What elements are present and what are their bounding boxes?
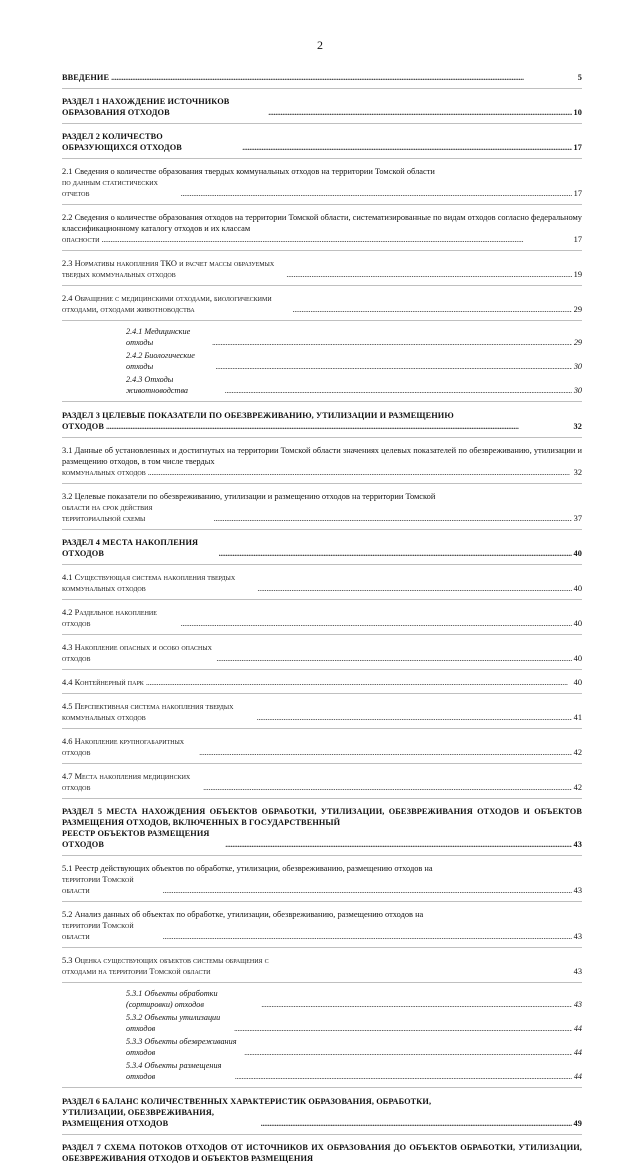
toc-subsection xyxy=(62,605,582,635)
toc-entry-15-dots xyxy=(146,677,572,688)
toc-subsection xyxy=(62,489,582,530)
toc-entry-18-page: 42 xyxy=(573,783,582,792)
toc-entry-15-line xyxy=(62,677,582,688)
toc-subsubsection-0-dots xyxy=(212,337,572,348)
toc-entry-10-title: области на срок действия территориальной схемы xyxy=(62,503,153,523)
toc-section xyxy=(62,535,582,565)
toc-entry-21-page: 43 xyxy=(573,932,582,941)
toc-entry-24-lead: РАЗДЕЛ 6 БАЛАНС КОЛИЧЕСТВЕННЫХ ХАРАКТЕРИСТИК ОБРАЗОВАНИЯ, ОБРАБОТКИ, xyxy=(62,1097,432,1106)
toc-subsubsection-1-page: 30 xyxy=(573,362,582,371)
toc-subsubsection-2-page: 30 xyxy=(573,386,582,395)
toc-entry-1-page: 10 xyxy=(573,108,582,117)
toc-subsubsection-2-title: 5.3.3 Объекты обезвреживания отходов xyxy=(126,1037,237,1057)
toc-entry-1-line xyxy=(62,96,582,118)
toc-entry-13-line xyxy=(62,607,582,629)
toc-entry-6-line xyxy=(62,293,582,315)
toc-entry-9-dots xyxy=(148,467,572,478)
toc-entry-14-dots xyxy=(216,653,571,664)
toc-entry-3-lead: 2.1 Сведения о количестве образования твердых коммунальных отходов на территории Томской области xyxy=(62,167,435,176)
toc-subsubsection-2-line xyxy=(126,374,582,396)
toc-entry-24-title: УТИЛИЗАЦИИ, ОБЕЗВРЕЖИВАНИЯ, РАЗМЕЩЕНИЯ ОТХОДОВ xyxy=(62,1108,215,1128)
toc-entry-16-line xyxy=(62,701,582,723)
toc-entry-16-dots xyxy=(257,712,572,723)
toc-entry-4-page: 17 xyxy=(573,235,582,244)
toc-entry-19-line xyxy=(62,828,582,850)
toc-subsubsection-2-dots xyxy=(244,1047,571,1058)
toc-entry-13-page: 40 xyxy=(573,619,582,628)
toc-subsubsection xyxy=(62,326,582,348)
toc-subsection-group xyxy=(62,988,582,1088)
toc-entry-13-title: 4.2 Раздельное накопление отходов xyxy=(62,608,157,628)
toc-entry-15-page: 40 xyxy=(573,678,582,687)
toc-entry-14-line xyxy=(62,642,582,664)
toc-section xyxy=(62,129,582,159)
toc-entry-22-line xyxy=(62,955,582,977)
toc-entry-8-title: ОТХОДОВ xyxy=(62,422,104,431)
toc-entry-21-dots xyxy=(163,931,572,942)
toc-entry-9-line xyxy=(62,467,582,478)
toc-subsection xyxy=(62,291,582,321)
toc-subsubsection-0-title: 5.3.1 Объекты обработки (сортировки) отходов xyxy=(126,989,218,1009)
toc-subsubsection-2-title: 2.4.3 Отходы животноводства xyxy=(126,375,189,395)
toc-section xyxy=(62,804,582,856)
toc-entry-24-page: 49 xyxy=(573,1119,582,1128)
toc-entry-24-line xyxy=(62,1107,582,1129)
toc-entry-4-lead: 2.2 Сведения о количестве образования отходов на территории Томской области, систематизированные по видам отходов согласно федеральному классификационному каталогу отходов и их классам xyxy=(62,213,582,233)
toc-entry-0-title: ВВЕДЕНИЕ xyxy=(62,73,110,82)
toc-entry-20-line xyxy=(62,874,582,896)
toc-entry-5-line xyxy=(62,258,582,280)
toc-entry-2-title: РАЗДЕЛ 2 КОЛИЧЕСТВО ОБРАЗУЮЩИХСЯ ОТХОДОВ xyxy=(62,132,182,152)
toc-entry-0-line xyxy=(62,72,582,83)
toc-entry-8-dots xyxy=(106,421,572,432)
toc-entry-3-line xyxy=(62,177,582,199)
toc-section xyxy=(62,94,582,124)
toc-entry-12-page: 40 xyxy=(573,584,582,593)
toc-section xyxy=(62,1094,582,1135)
toc-entry-11-line xyxy=(62,537,582,559)
toc-subsubsection xyxy=(62,1036,582,1058)
toc-entry-18-dots xyxy=(203,782,572,793)
toc-subsection xyxy=(62,570,582,600)
toc-subsection xyxy=(62,164,582,205)
toc-entry-20-page: 43 xyxy=(573,886,582,895)
toc-entry-14-page: 40 xyxy=(573,654,582,663)
toc-subsubsection-1-title: 2.4.2 Биологические отходы xyxy=(126,351,195,371)
toc-subsubsection-3-title: 5.3.4 Объекты размещения отходов xyxy=(126,1061,222,1081)
toc-entry-10-line xyxy=(62,502,582,524)
toc-entry-3-title: по данным статистических отчетов xyxy=(62,178,158,198)
toc-entry-3-page: 17 xyxy=(573,189,582,198)
toc-entry-12-line xyxy=(62,572,582,594)
toc-subsubsection-2-page: 44 xyxy=(573,1048,582,1057)
toc-subsection xyxy=(62,675,582,694)
toc-subsubsection-1-line xyxy=(126,350,582,372)
toc-subsection xyxy=(62,640,582,670)
toc-entry-10-page: 37 xyxy=(573,514,582,523)
toc-entry-19-lead: РАЗДЕЛ 5 МЕСТА НАХОЖДЕНИЯ ОБЪЕКТОВ ОБРАБОТКИ, УТИЛИЗАЦИИ, ОБЕЗВРЕЖИВАНИЯ ОТХОДОВ И ОБЪЕКТОВ РАЗМЕЩЕНИЯ ОТХОДОВ, ВКЛЮЧЕННЫХ В ГОСУДАРСТВЕННЫЙ xyxy=(62,807,582,827)
page-number: 2 xyxy=(317,38,323,52)
toc-entry-3-dots xyxy=(181,188,572,199)
toc-entry-19-dots xyxy=(225,839,571,850)
toc-entry-6-page: 29 xyxy=(573,305,582,314)
toc-entry-2-page: 17 xyxy=(573,143,582,152)
toc-entry-17-dots xyxy=(199,747,571,758)
toc-subsubsection-0-line xyxy=(126,988,582,1010)
toc-entry-15-title: 4.4 Контейнерный парк xyxy=(62,678,144,687)
toc-entry-19-page: 43 xyxy=(573,840,582,849)
toc-subsection-group xyxy=(62,326,582,402)
toc-subsubsection xyxy=(62,350,582,372)
toc-subsubsection-3-dots xyxy=(235,1071,572,1082)
toc-subsubsection-1-title: 5.3.2 Объекты утилизации отходов xyxy=(126,1013,221,1033)
toc-entry-8-line xyxy=(62,421,582,432)
toc-subsubsection-2-dots xyxy=(225,385,572,396)
toc-entry-12-title: 4.1 Существующая система накопления твердых коммунальных отходов xyxy=(62,573,236,593)
toc-entry-0-page: 5 xyxy=(577,73,582,82)
toc-entry-5-title: 2.3 Нормативы накопления ТКО и расчет массы образуемых твердых коммунальных отходов xyxy=(62,259,275,279)
toc-entry-11-dots xyxy=(219,548,572,559)
toc-subsection xyxy=(62,734,582,764)
toc-entry-25-title: РАЗДЕЛ 7 СХЕМА ПОТОКОВ ОТХОДОВ ОТ ИСТОЧНИКОВ ИХ ОБРАЗОВАНИЯ ДО ОБЪЕКТОВ ОБРАБОТКИ, УТИЛИЗАЦИИ, ОБЕЗВРЕЖИВАНИЯ ОТХОДОВ И ОБЪЕКТОВ РАЗМЕЩЕНИЯ xyxy=(62,1143,582,1163)
toc-entry-11-title: РАЗДЕЛ 4 МЕСТА НАКОПЛЕНИЯ ОТХОДОВ xyxy=(62,538,199,558)
toc-section xyxy=(62,1140,582,1169)
toc-entry-18-title: 4.7 Места накопления медицинских отходов xyxy=(62,772,191,792)
toc-entry-10-lead: 3.2 Целевые показатели по обезвреживанию, утилизации и размещению отходов на территории Томской xyxy=(62,492,436,501)
toc-subsubsection-3-line xyxy=(126,1060,582,1082)
toc-entry-20-lead: 5.1 Реестр действующих объектов по обработке, утилизации, обезвреживанию, размещению отходов на xyxy=(62,864,433,873)
toc-entry-21-title: территории Томской области xyxy=(62,921,134,941)
toc-entry-16-title: 4.5 Перспективная система накопления твердых коммунальных отходов xyxy=(62,702,234,722)
toc-entry-13-dots xyxy=(181,618,572,629)
toc-entry-17-line xyxy=(62,736,582,758)
toc-entry-10-dots xyxy=(214,513,572,524)
toc-subsubsection-0-page: 29 xyxy=(573,338,582,347)
toc-entry-4-line xyxy=(62,234,582,245)
toc-entry-21-line xyxy=(62,920,582,942)
toc-entry-4-dots xyxy=(101,234,571,245)
toc-entry-2-line xyxy=(62,131,582,153)
toc-entry-14-title: 4.3 Накопление опасных и особо опасных отходов xyxy=(62,643,212,663)
toc-subsection xyxy=(62,210,582,251)
toc-entry-12-dots xyxy=(257,583,571,594)
toc-subsection xyxy=(62,256,582,286)
toc-entry-18-line xyxy=(62,771,582,793)
toc-subsection xyxy=(62,861,582,902)
toc-entry-5-dots xyxy=(286,269,571,280)
toc-entry-22-page: 43 xyxy=(573,967,582,976)
toc-subsubsection-0-page: 43 xyxy=(573,1000,582,1009)
toc-subsection xyxy=(62,699,582,729)
toc-entry-24-dots xyxy=(261,1118,572,1129)
toc-entry-2-dots xyxy=(242,142,571,153)
toc-entry-17-title: 4.6 Накопление крупногабаритных отходов xyxy=(62,737,185,757)
toc-entry-9-lead: 3.1 Данные об установленных и достигнутых на территории Томской области значениях целевых показателей по обезвреживанию, утилизации и размещению отходов, в том числе твердых xyxy=(62,446,582,466)
toc-entry-9-page: 32 xyxy=(573,468,582,477)
toc-entry-4-title: опасности xyxy=(62,235,100,244)
toc-entry-20-dots xyxy=(163,885,572,896)
toc-section xyxy=(62,70,582,89)
toc-subsubsection xyxy=(62,374,582,396)
toc-subsubsection-0-dots xyxy=(261,999,571,1010)
toc-subsubsection xyxy=(62,1012,582,1034)
toc-entry-21-lead: 5.2 Анализ данных об объектах по обработке, утилизации, обезвреживанию, размещению отходов на xyxy=(62,910,424,919)
toc-entry-22-title: 5.3 Оценка существующих объектов системы обращения с отходами на территории Томской области xyxy=(62,956,269,976)
toc-entry-1-dots xyxy=(268,107,571,118)
toc-subsubsection-1-page: 44 xyxy=(573,1024,582,1033)
toc-entry-19-title: РЕЕСТР ОБЪЕКТОВ РАЗМЕЩЕНИЯ ОТХОДОВ xyxy=(62,829,210,849)
toc-entry-16-page: 41 xyxy=(573,713,582,722)
toc-entry-11-page: 40 xyxy=(573,549,582,558)
toc-subsection xyxy=(62,953,582,983)
toc-entry-1-title: РАЗДЕЛ 1 НАХОЖДЕНИЕ ИСТОЧНИКОВ ОБРАЗОВАНИЯ ОТХОДОВ xyxy=(62,97,230,117)
toc-subsubsection-1-line xyxy=(126,1012,582,1034)
toc-entry-6-dots xyxy=(292,304,571,315)
toc-section xyxy=(62,408,582,438)
toc-subsubsection-0-line xyxy=(126,326,582,348)
toc-subsection xyxy=(62,443,582,484)
toc-entry-8-page: 32 xyxy=(573,422,582,431)
toc-subsubsection-1-dots xyxy=(234,1023,572,1034)
toc-entry-20-title: территории Томской области xyxy=(62,875,134,895)
toc-subsubsection-3-page: 44 xyxy=(573,1072,582,1081)
toc-entry-9-title: коммунальных отходов xyxy=(62,468,146,477)
toc-subsection xyxy=(62,769,582,799)
toc-subsubsection-2-line xyxy=(126,1036,582,1058)
toc-entry-0-dots xyxy=(111,72,576,83)
toc-entry-5-page: 19 xyxy=(573,270,582,279)
table-of-contents xyxy=(62,70,582,1174)
toc-subsubsection-0-title: 2.4.1 Медицинские отходы xyxy=(126,327,191,347)
toc-subsubsection xyxy=(62,988,582,1010)
toc-subsection xyxy=(62,907,582,948)
toc-entry-8-lead: РАЗДЕЛ 3 ЦЕЛЕВЫЕ ПОКАЗАТЕЛИ ПО ОБЕЗВРЕЖИВАНИЮ, УТИЛИЗАЦИИ И РАЗМЕЩЕНИЮ xyxy=(62,411,454,420)
toc-subsubsection-1-dots xyxy=(216,361,572,372)
toc-subsubsection xyxy=(62,1060,582,1082)
toc-entry-17-page: 42 xyxy=(573,748,582,757)
toc-entry-6-title: 2.4 Обращение с медицинскими отходами, биологическими отходами, отходами животноводства xyxy=(62,294,272,314)
